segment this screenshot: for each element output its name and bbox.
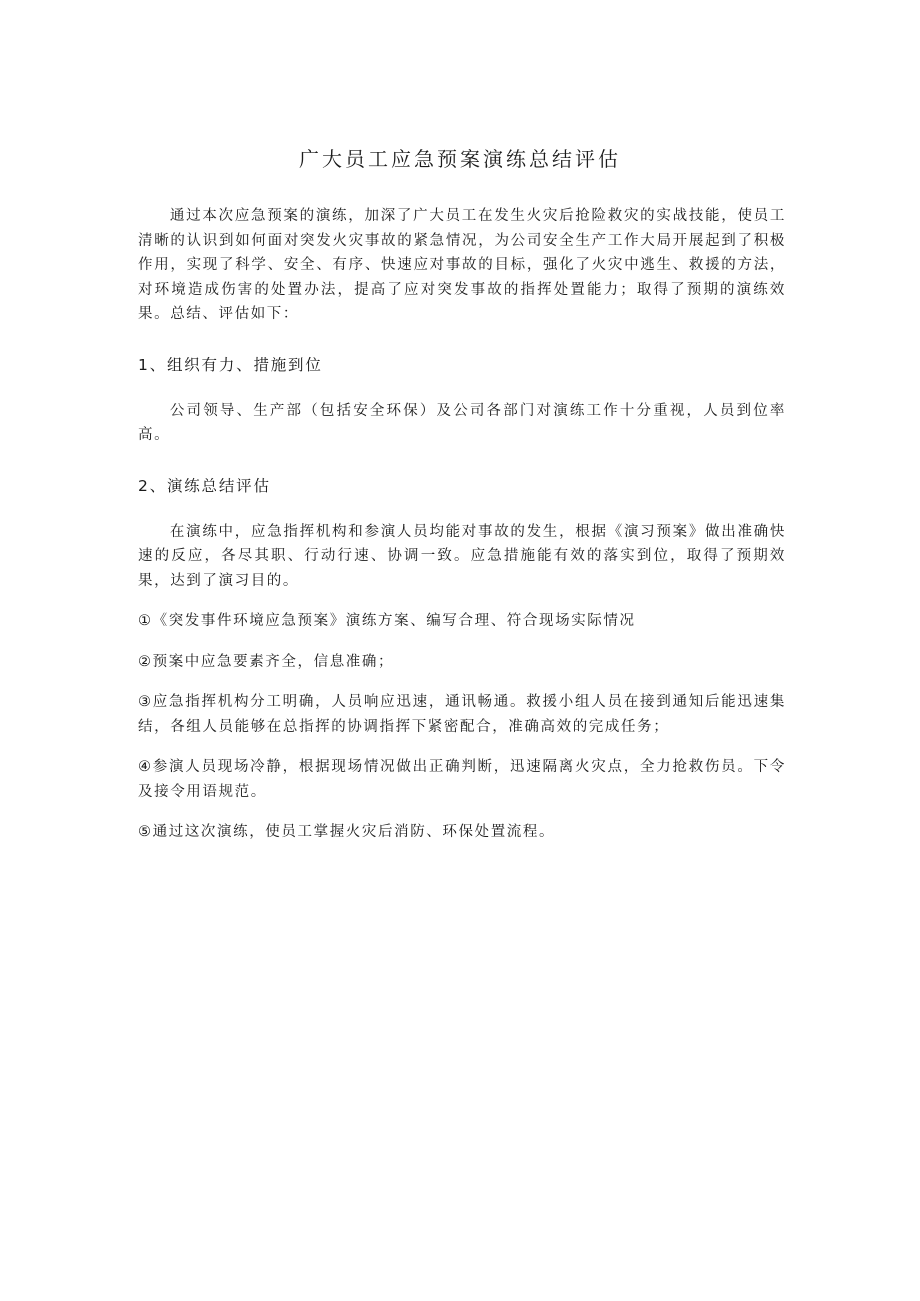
list-item: ③应急指挥机构分工明确，人员响应迅速，通讯畅通。救援小组人员在接到通知后能迅速集结，各组人员能够在总指挥的协调指挥下紧密配合，准确高效的完成任务； <box>138 694 786 735</box>
list-item: ②预案中应急要素齐全，信息准确； <box>138 653 395 670</box>
list-item: ④参演人员现场冷静，根据现场情况做出正确判断，迅速隔离火灾点，全力抢救伤员。下令及接令用语规范。 <box>138 759 786 800</box>
intro-paragraph: 通过本次应急预案的演练，加深了广大员工在发生火灾后抢险救灾的实战技能，使员工清晰的认识到如何面对突发火灾事故的紧急情况，为公司安全生产工作大局开展起到了积极作用，实现了科学、安全、有序、快速应对事故的目标，强化了火灾中逃生、救援的方法，对环境造成伤害的处置办法，提高了应对突发事故的指挥处置能力；取得了预期的演练效果。总结、评估如下： <box>138 208 786 322</box>
document-title: 广大员工应急预案演练总结评估 <box>299 147 621 171</box>
section-1-paragraph: 公司领导、生产部（包括安全环保）及公司各部门对演练工作十分重视，人员到位率高。 <box>138 402 786 443</box>
document-body <box>138 204 786 845</box>
section-1-heading: 1、组织有力、措施到位 <box>138 355 323 374</box>
section-2-heading: 2、演练总结评估 <box>138 476 271 495</box>
list-item: ①《突发事件环境应急预案》演练方案、编写合理、符合现场实际情况 <box>138 613 636 629</box>
list-item: ⑤通过这次演练，使员工掌握火灾后消防、环保处置流程。 <box>138 824 556 840</box>
section-2-paragraph: 在演练中，应急指挥机构和参演人员均能对事故的发生，根据《演习预案》做出准确快速的反应，各尽其职、行动行速、协调一致。应急措施能有效的落实到位，取得了预期效果，达到了演习目的。 <box>138 523 786 589</box>
